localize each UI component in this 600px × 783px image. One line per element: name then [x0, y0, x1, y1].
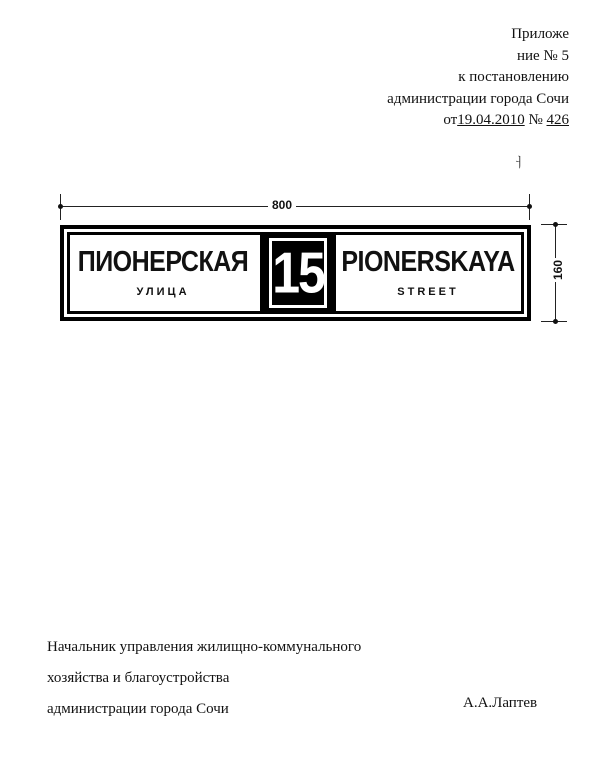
sign-panel-russian	[70, 235, 256, 311]
height-dimension-dot-top	[553, 222, 558, 227]
signatory-title-line-1: Начальник управления жилищно-коммунального	[47, 639, 362, 655]
height-dimension-dot-bottom	[553, 319, 558, 324]
street-sign	[60, 225, 531, 321]
signatory-title-line-2: хозяйства и благоустройства	[47, 670, 230, 686]
street-type-en: STREET	[397, 286, 459, 298]
street-type-ru: УЛИЦА	[136, 286, 190, 298]
annex-number-prefix: №	[524, 112, 547, 129]
annex-date-line	[387, 110, 569, 132]
annex-date: 19.04.2010	[457, 112, 525, 129]
sign-panel-english	[335, 235, 521, 311]
width-dimension-dot-right	[527, 204, 532, 209]
annex-line-3: к постановлению	[458, 69, 569, 86]
street-sign-frame	[67, 232, 524, 314]
annex-header	[387, 24, 569, 132]
street-sign-face	[64, 229, 527, 317]
house-number-plate	[269, 238, 327, 308]
annex-number: 426	[546, 112, 569, 129]
annex-date-prefix: от	[443, 112, 458, 129]
house-number-box	[263, 235, 333, 311]
height-dimension-label: 160	[551, 259, 566, 281]
signatory-title-line-3: администрации города Сочи	[47, 701, 229, 717]
house-number: 15	[272, 240, 324, 306]
street-name-ru: ПИОНЕРСКАЯ	[77, 245, 249, 279]
annex-line-2: ние № 5	[516, 47, 569, 64]
signatory-name: А.А.Лаптев	[463, 695, 538, 711]
annex-line-4: администрации города Сочи	[387, 90, 569, 107]
street-name-en: PIONERSKAYA	[341, 245, 515, 279]
annex-line-1: Приложе	[511, 26, 569, 42]
pen-tick-mark: ㅓ	[513, 156, 526, 171]
width-dimension-dot-left	[58, 204, 63, 209]
width-dimension-label: 800	[268, 198, 296, 212]
signature-block	[47, 632, 361, 725]
